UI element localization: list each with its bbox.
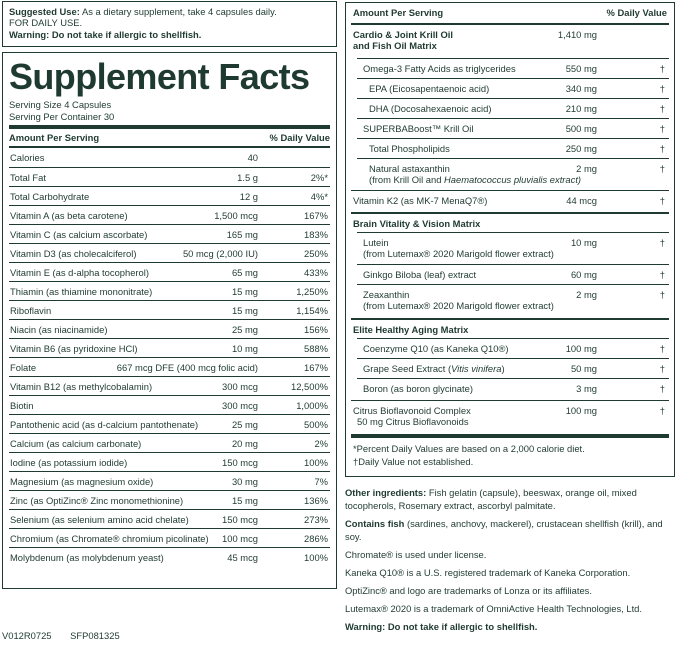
omega3-amount: 550 mg [565,63,597,74]
nutrient-amount: 20 mg [231,438,258,449]
grape-seed-name-a: Grape Seed Extract ( [363,363,452,374]
optizinc-note: OptiZinc® and logo are trademarks of Lonza or its affiliates. [345,585,592,596]
ingredients-label: Other ingredients: [345,487,427,498]
nutrient-name: Zinc (as OptiZinc® Zinc monomethionine) [10,495,184,506]
matrix-header-row [351,3,669,23]
nutrient-name: Vitamin B6 (as pyridoxine HCl) [10,343,138,354]
daily-use-text: FOR DAILY USE. [9,17,83,29]
dagger-mark: † [353,456,359,467]
nutrient-name: Folate [10,362,37,373]
superba-row [357,118,669,138]
nutrient-name: Thiamin (as thiamine mononitrate) [10,286,153,297]
nutrient-amount: 25 mg [231,419,258,430]
vitamin-k2-row [351,190,669,212]
nutrient-daily-value: 250% [304,248,328,259]
contains-label: Contains fish [345,518,405,529]
vitamin-k2-amount: 44 mcg [566,195,597,206]
epa-name: EPA (Eicosapentaenoic acid) [369,83,490,94]
footnote-percent: *Percent Daily Values are based on a 2,000 calorie diet. [353,443,585,454]
ginkgo-name: Ginkgo Biloba (leaf) extract [363,269,477,280]
warning-text: Warning: Do not take if allergic to shellfish. [9,28,202,40]
nutrient-name: Vitamin E (as d-alpha tocopherol) [10,267,149,278]
nutrient-daily-value: 2%* [310,172,328,183]
grape-seed-amount: 50 mg [570,363,597,374]
boron-row [357,378,669,400]
nutrient-amount: 10 mg [231,343,258,354]
nutrient-amount: 40 [247,152,258,163]
nutrient-name: Calcium (as calcium carbonate) [10,438,142,449]
astaxanthin-source: (from Krill Oil and [369,174,445,186]
epa-row [357,78,669,98]
brain-matrix-title: Brain Vitality & Vision Matrix [353,218,481,229]
nutrient-daily-value: 12,500% [290,381,328,392]
lutemax-note: Lutemax® 2020 is a trademark of OmniActive Health Technologies, Ltd. [345,603,642,614]
nutrient-daily-value: 136% [304,495,328,506]
nutrient-daily-value: 433% [304,267,328,278]
serving-size: Serving Size 4 Capsules [9,99,112,110]
nutrient-amount: 15 mg [231,495,258,506]
cardio-matrix-amount: 1,410 mg [557,29,597,40]
grape-seed-name [363,363,505,374]
nutrient-row [9,262,330,281]
zeaxanthin-line1: Zeaxanthin [363,289,410,300]
nutrient-row [9,471,330,490]
nutrient-amount: 300 mcg [222,381,258,392]
nutrient-row [9,205,330,224]
nutrient-name: Chromium (as Chromate® chromium picolinate) [10,533,209,544]
epa-amount: 340 mg [565,83,597,94]
superba-dagger: † [659,123,665,134]
coq10-row [357,338,669,358]
citrus-row [351,400,669,434]
nutrient-daily-value: 167% [304,210,328,221]
nutrient-name: Riboflavin [10,305,52,316]
citrus-dagger: † [659,405,665,416]
nutrient-amount: 25 mg [231,324,258,335]
nutrient-row [9,547,330,566]
cardio-title-line1: Cardio & Joint Krill Oil [353,29,454,40]
nutrient-row [9,490,330,509]
lutein-amount: 10 mg [570,237,597,248]
kaneka-note: Kaneka Q10® is a U.S. registered trademark of Kaneka Corporation. [345,567,631,578]
nutrient-name: Magnesium (as magnesium oxide) [10,476,154,487]
footnotes [351,434,669,472]
nutrient-row [9,319,330,338]
nutrient-amount: 15 mg [231,286,258,297]
phospholipids-row [357,138,669,158]
nutrient-row [9,395,330,414]
astaxanthin-name [369,163,581,186]
vitamin-k2-dagger: † [659,195,665,206]
footnote-dagger [353,455,667,468]
suggested-use-line [9,6,330,17]
nutrient-daily-value: 273% [304,514,328,525]
nutrient-row [9,224,330,243]
nutrient-name: Vitamin C (as calcium ascorbate) [10,229,148,240]
nutrient-name: Vitamin B12 (as methylcobalamin) [10,381,153,392]
grape-seed-name-c: ) [501,363,505,374]
nutrient-row [9,357,330,376]
nutrient-row [9,167,330,186]
nutrient-row [9,338,330,357]
coq10-amount: 100 mg [565,343,597,354]
boron-amount: 3 mg [576,383,597,394]
coq10-name: Coenzyme Q10 (as Kaneka Q10®) [363,343,509,354]
suggested-use-text: As a dietary supplement, take 4 capsules daily. [81,6,277,17]
cardio-matrix-title [353,29,453,52]
nutrient-daily-value: 500% [304,419,328,430]
zeaxanthin-row [357,284,669,318]
epa-dagger: † [659,83,665,94]
nutrient-daily-value: 286% [304,533,328,544]
nutrient-amount: 100 mcg [222,533,258,544]
elite-matrix-row [351,318,669,338]
citrus-line2: 50 mg Citrus Bioflavonoids [357,416,469,428]
other-info [345,486,675,638]
nutrient-row [9,186,330,205]
nutrient-name: Molybdenum (as molybdenum yeast) [10,552,164,563]
nutrient-name: Vitamin D3 (as cholecalciferol) [10,248,137,259]
nutrient-daily-value: 1,154% [296,305,328,316]
matrix-dv-header: % Daily Value [606,7,667,19]
citrus-line1: Citrus Bioflavonoid Complex [353,405,471,416]
citrus-name [353,405,471,428]
other-ingredients [345,486,675,512]
lutein-dagger: † [659,237,665,248]
nutrient-row [9,148,330,167]
nutrient-row [9,528,330,547]
serving-info [9,99,330,122]
nutrient-row [9,414,330,433]
nutrient-amount: 15 mg [231,305,258,316]
amount-header: Amount Per Serving [9,131,100,143]
coq10-dagger: † [659,343,665,354]
cardio-matrix-row [351,23,669,58]
phospholipids-name: Total Phospholipids [369,143,450,154]
dha-name: DHA (Docosahexaenoic acid) [369,103,492,114]
nutrient-daily-value: 7% [314,476,328,487]
nutrient-name: Total Fat [10,172,46,183]
nutrient-amount: 65 mg [231,267,258,278]
zeaxanthin-line2: (from Lutemax® 2020 Marigold flower extract) [363,300,554,312]
nutrient-name: Calories [10,152,45,163]
lutein-name [363,237,554,260]
nutrient-amount: 165 mg [226,229,258,240]
facts-title: Supplement Facts [9,56,310,97]
ginkgo-amount: 60 mg [570,269,597,280]
nutrient-row [9,452,330,471]
phospholipids-dagger: † [659,143,665,154]
dha-amount: 210 mg [565,103,597,114]
facts-rows [9,148,330,566]
label-codes [2,630,136,641]
omega3-row [357,58,669,78]
astaxanthin-line1: Natural astaxanthin [369,163,450,174]
vitamin-k2-name: Vitamin K2 (as MK-7 MenaQ7®) [353,195,488,206]
omega3-dagger: † [659,63,665,74]
sfp-code: SFP081325 [70,630,120,641]
citrus-amount: 100 mg [565,405,597,416]
nutrient-row [9,300,330,319]
zeaxanthin-dagger: † [659,289,665,300]
nutrient-daily-value: 100% [304,457,328,468]
nutrient-amount: 667 mcg DFE (400 mcg folic acid) [116,362,258,373]
suggested-use-label: Suggested Use: [9,6,80,17]
nutrient-amount: 45 mcg [227,552,258,563]
nutrient-amount: 30 mg [231,476,258,487]
astaxanthin-row [357,158,669,190]
brain-matrix-row [351,212,669,232]
omega3-name: Omega-3 Fatty Acids as triglycerides [363,63,516,74]
dha-dagger: † [659,103,665,114]
version-code: V012R0725 [2,630,52,641]
ginkgo-dagger: † [659,269,665,280]
astaxanthin-line2 [369,174,581,185]
nutrient-row [9,509,330,528]
nutrient-name: Niacin (as niacinamide) [10,324,108,335]
nutrient-daily-value: 2% [314,438,328,449]
nutrient-daily-value: 167% [304,362,328,373]
bottom-warning: Warning: Do not take if allergic to shellfish. [345,621,538,632]
matrix-amount-header: Amount Per Serving [353,7,444,19]
superba-amount: 500 mg [565,123,597,134]
contains-text: (sardines, anchovy, mackerel), crustacean shellfish (krill), and soy. [345,518,663,542]
nutrient-amount: 150 mcg [222,457,258,468]
nutrient-row [9,433,330,452]
nutrient-daily-value: 1,250% [296,286,328,297]
astaxanthin-dagger: † [659,163,665,174]
footnote-dagger-text: Daily Value not established. [358,456,474,467]
grape-seed-row [357,358,669,378]
chromate-note: Chromate® is used under license. [345,549,487,560]
nutrient-daily-value: 1,000% [296,400,328,411]
nutrient-amount: 1.5 g [237,172,258,183]
nutrient-amount: 1,500 mcg [214,210,258,221]
nutrient-amount: 300 mcg [222,400,258,411]
lutein-row [357,232,669,264]
nutrient-amount: 12 g [239,191,258,202]
cardio-title-line2: and Fish Oil Matrix [353,40,437,52]
nutrient-daily-value: 4%* [310,191,328,202]
matrix-panel [345,2,675,477]
phospholipids-amount: 250 mg [565,143,597,154]
astaxanthin-amount: 2 mg [576,163,597,174]
lutein-line2: (from Lutemax® 2020 Marigold flower extract) [363,248,554,260]
nutrient-row [9,376,330,395]
nutrient-row [9,243,330,262]
grape-seed-name-italic: Vitis vinifera [451,363,502,374]
nutrient-daily-value: 156% [304,324,328,335]
ginkgo-row [357,264,669,284]
nutrient-name: Vitamin A (as beta carotene) [10,210,128,221]
suggested-use-box [2,1,337,47]
grape-seed-dagger: † [659,363,665,374]
dv-header: % Daily Value [269,131,330,143]
nutrient-name: Total Carbohydrate [10,191,90,202]
superba-name: SUPERBABoost™ Krill Oil [363,123,474,134]
facts-header-row [9,129,330,146]
nutrient-daily-value: 183% [304,229,328,240]
supplement-facts-panel [2,52,337,589]
boron-dagger: † [659,383,665,394]
nutrient-name: Iodine (as potassium iodide) [10,457,128,468]
servings-per-container: Serving Per Container 30 [9,110,115,122]
elite-matrix-title: Elite Healthy Aging Matrix [353,324,469,335]
zeaxanthin-name [363,289,554,312]
lutein-line1: Lutein [363,237,389,248]
nutrient-amount: 150 mcg [222,514,258,525]
nutrient-name: Pantothenic acid (as d-calcium pantothenate) [10,419,199,430]
boron-name: Boron (as boron glycinate) [363,383,473,394]
nutrient-name: Selenium (as selenium amino acid chelate) [10,514,189,525]
zeaxanthin-amount: 2 mg [576,289,597,300]
nutrient-name: Biotin [10,400,34,411]
dha-row [357,98,669,118]
nutrient-daily-value: 588% [304,343,328,354]
nutrient-daily-value: 100% [304,552,328,563]
astaxanthin-source-italic: Haematococcus pluvialis extract) [444,174,582,186]
allergen-statement [345,517,675,543]
nutrient-amount: 50 mcg (2,000 IU) [182,248,258,259]
nutrient-row [9,281,330,300]
ingredients-text: Fish gelatin (capsule), beeswax, orange oil, mixed tocopherols, Rosemary extract, ascorbyl palmitate. [345,487,637,511]
